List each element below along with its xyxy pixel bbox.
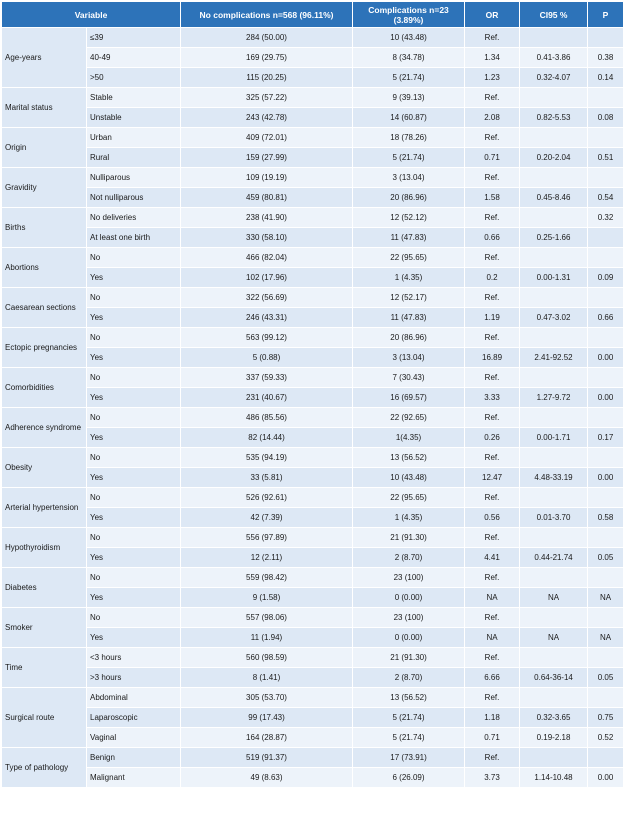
no-complications-cell: 5 (0.88) bbox=[181, 348, 353, 368]
no-complications-cell: 33 (5.81) bbox=[181, 468, 353, 488]
category-cell: Rural bbox=[87, 148, 181, 168]
ci95-cell bbox=[520, 128, 588, 148]
no-complications-cell: 169 (29.75) bbox=[181, 48, 353, 68]
no-complications-cell: 519 (91.37) bbox=[181, 748, 353, 768]
p-value-cell: 0.32 bbox=[588, 208, 624, 228]
complications-cell: 1(4.35) bbox=[353, 428, 465, 448]
category-cell: No bbox=[87, 248, 181, 268]
complications-cell: 5 (21.74) bbox=[353, 728, 465, 748]
complications-cell: 13 (56.52) bbox=[353, 448, 465, 468]
no-complications-cell: 159 (27.99) bbox=[181, 148, 353, 168]
complications-cell: 3 (13.04) bbox=[353, 168, 465, 188]
table-row bbox=[2, 728, 624, 748]
complications-cell: 1 (4.35) bbox=[353, 268, 465, 288]
or-cell: Ref. bbox=[465, 328, 520, 348]
table-row bbox=[2, 188, 624, 208]
ci95-cell bbox=[520, 328, 588, 348]
category-cell: Yes bbox=[87, 508, 181, 528]
or-cell: Ref. bbox=[465, 368, 520, 388]
complications-cell: 8 (34.78) bbox=[353, 48, 465, 68]
complications-cell: 12 (52.12) bbox=[353, 208, 465, 228]
table-row bbox=[2, 528, 624, 548]
table-row bbox=[2, 548, 624, 568]
p-value-cell bbox=[588, 568, 624, 588]
no-complications-cell: 102 (17.96) bbox=[181, 268, 353, 288]
p-value-cell bbox=[588, 28, 624, 48]
p-value-cell bbox=[588, 228, 624, 248]
p-value-cell bbox=[588, 688, 624, 708]
category-cell: Laparoscopic bbox=[87, 708, 181, 728]
table-row bbox=[2, 368, 624, 388]
ci95-cell: 1.14-10.48 bbox=[520, 768, 588, 788]
table-row bbox=[2, 248, 624, 268]
table-row bbox=[2, 408, 624, 428]
or-cell: 6.66 bbox=[465, 668, 520, 688]
p-value-cell bbox=[588, 608, 624, 628]
or-cell: 0.66 bbox=[465, 228, 520, 248]
ci95-cell bbox=[520, 488, 588, 508]
p-value-cell bbox=[588, 748, 624, 768]
table-row bbox=[2, 588, 624, 608]
p-value-cell: 0.54 bbox=[588, 188, 624, 208]
category-cell: Not nulliparous bbox=[87, 188, 181, 208]
complications-cell: 9 (39.13) bbox=[353, 88, 465, 108]
complications-table bbox=[1, 1, 624, 788]
ci95-cell bbox=[520, 168, 588, 188]
no-complications-cell: 560 (98.59) bbox=[181, 648, 353, 668]
or-cell: Ref. bbox=[465, 528, 520, 548]
p-value-cell: 0.51 bbox=[588, 148, 624, 168]
table-row bbox=[2, 228, 624, 248]
no-complications-cell: 82 (14.44) bbox=[181, 428, 353, 448]
header-no-complications: No complications n=568 (96.11%) bbox=[181, 2, 353, 28]
no-complications-cell: 559 (98.42) bbox=[181, 568, 353, 588]
p-value-cell: 0.05 bbox=[588, 548, 624, 568]
category-cell: Malignant bbox=[87, 768, 181, 788]
p-value-cell bbox=[588, 88, 624, 108]
complications-cell: 3 (13.04) bbox=[353, 348, 465, 368]
table-row bbox=[2, 468, 624, 488]
or-cell: 0.71 bbox=[465, 148, 520, 168]
p-value-cell bbox=[588, 528, 624, 548]
table-row bbox=[2, 308, 624, 328]
p-value-cell: 0.38 bbox=[588, 48, 624, 68]
p-value-cell: 0.00 bbox=[588, 468, 624, 488]
complications-cell: 11 (47.83) bbox=[353, 228, 465, 248]
p-value-cell: 0.00 bbox=[588, 388, 624, 408]
table-row bbox=[2, 748, 624, 768]
variable-name: Abortions bbox=[2, 248, 87, 288]
category-cell: Yes bbox=[87, 428, 181, 448]
no-complications-cell: 246 (43.31) bbox=[181, 308, 353, 328]
no-complications-cell: 42 (7.39) bbox=[181, 508, 353, 528]
ci95-cell: 0.82-5.53 bbox=[520, 108, 588, 128]
or-cell: 0.71 bbox=[465, 728, 520, 748]
table-row bbox=[2, 628, 624, 648]
category-cell: At least one birth bbox=[87, 228, 181, 248]
complications-cell: 7 (30.43) bbox=[353, 368, 465, 388]
category-cell: Yes bbox=[87, 588, 181, 608]
or-cell: Ref. bbox=[465, 128, 520, 148]
complications-cell: 20 (86.96) bbox=[353, 328, 465, 348]
category-cell: >3 hours bbox=[87, 668, 181, 688]
complications-cell: 20 (86.96) bbox=[353, 188, 465, 208]
complications-cell: 2 (8.70) bbox=[353, 668, 465, 688]
no-complications-cell: 409 (72.01) bbox=[181, 128, 353, 148]
table-row bbox=[2, 688, 624, 708]
p-value-cell bbox=[588, 288, 624, 308]
complications-cell: 1 (4.35) bbox=[353, 508, 465, 528]
category-cell: Stable bbox=[87, 88, 181, 108]
no-complications-cell: 459 (80.81) bbox=[181, 188, 353, 208]
no-complications-cell: 238 (41.90) bbox=[181, 208, 353, 228]
ci95-cell: 0.44-21.74 bbox=[520, 548, 588, 568]
complications-cell: 2 (8.70) bbox=[353, 548, 465, 568]
complications-cell: 22 (92.65) bbox=[353, 408, 465, 428]
table-row bbox=[2, 568, 624, 588]
or-cell: Ref. bbox=[465, 608, 520, 628]
header-ci95: CI95 % bbox=[520, 2, 588, 28]
or-cell: 2.08 bbox=[465, 108, 520, 128]
or-cell: NA bbox=[465, 628, 520, 648]
category-cell: Yes bbox=[87, 268, 181, 288]
ci95-cell: 0.32-4.07 bbox=[520, 68, 588, 88]
or-cell: Ref. bbox=[465, 448, 520, 468]
variable-name: Marital status bbox=[2, 88, 87, 128]
variable-name: Adherence syndrome bbox=[2, 408, 87, 448]
ci95-cell bbox=[520, 448, 588, 468]
no-complications-cell: 8 (1.41) bbox=[181, 668, 353, 688]
complications-cell: 12 (52.17) bbox=[353, 288, 465, 308]
category-cell: Benign bbox=[87, 748, 181, 768]
p-value-cell: 0.75 bbox=[588, 708, 624, 728]
ci95-cell: 0.00-1.31 bbox=[520, 268, 588, 288]
ci95-cell: 0.64-36-14 bbox=[520, 668, 588, 688]
table-body bbox=[2, 28, 624, 788]
or-cell: Ref. bbox=[465, 208, 520, 228]
ci95-cell: 0.20-2.04 bbox=[520, 148, 588, 168]
category-cell: Abdominal bbox=[87, 688, 181, 708]
category-cell: >50 bbox=[87, 68, 181, 88]
table-row bbox=[2, 68, 624, 88]
complications-cell: 5 (21.74) bbox=[353, 708, 465, 728]
category-cell: No bbox=[87, 528, 181, 548]
p-value-cell bbox=[588, 328, 624, 348]
or-cell: Ref. bbox=[465, 168, 520, 188]
complications-cell: 5 (21.74) bbox=[353, 68, 465, 88]
ci95-cell bbox=[520, 528, 588, 548]
category-cell: No bbox=[87, 488, 181, 508]
p-value-cell: 0.14 bbox=[588, 68, 624, 88]
complications-cell: 10 (43.48) bbox=[353, 28, 465, 48]
table-row bbox=[2, 648, 624, 668]
table-row bbox=[2, 768, 624, 788]
complications-cell: 17 (73.91) bbox=[353, 748, 465, 768]
ci95-cell bbox=[520, 648, 588, 668]
table-row bbox=[2, 288, 624, 308]
ci95-cell bbox=[520, 688, 588, 708]
or-cell: Ref. bbox=[465, 28, 520, 48]
ci95-cell bbox=[520, 608, 588, 628]
complications-cell: 0 (0.00) bbox=[353, 628, 465, 648]
p-value-cell: 0.17 bbox=[588, 428, 624, 448]
complications-cell: 14 (60.87) bbox=[353, 108, 465, 128]
category-cell: Unstable bbox=[87, 108, 181, 128]
category-cell: No bbox=[87, 368, 181, 388]
variable-name: Gravidity bbox=[2, 168, 87, 208]
ci95-cell: 0.32-3.65 bbox=[520, 708, 588, 728]
ci95-cell: 4.48-33.19 bbox=[520, 468, 588, 488]
category-cell: Yes bbox=[87, 468, 181, 488]
or-cell: Ref. bbox=[465, 648, 520, 668]
no-complications-cell: 115 (20.25) bbox=[181, 68, 353, 88]
ci95-cell: 0.19-2.18 bbox=[520, 728, 588, 748]
category-cell: No bbox=[87, 328, 181, 348]
table-row bbox=[2, 428, 624, 448]
table-row bbox=[2, 488, 624, 508]
p-value-cell bbox=[588, 648, 624, 668]
no-complications-cell: 466 (82.04) bbox=[181, 248, 353, 268]
ci95-cell: 0.41-3.86 bbox=[520, 48, 588, 68]
p-value-cell: 0.66 bbox=[588, 308, 624, 328]
header-row bbox=[2, 2, 624, 28]
or-cell: 12.47 bbox=[465, 468, 520, 488]
variable-name: Arterial hypertension bbox=[2, 488, 87, 528]
header-complications: Complications n=23 (3.89%) bbox=[353, 2, 465, 28]
no-complications-cell: 11 (1.94) bbox=[181, 628, 353, 648]
no-complications-cell: 337 (59.33) bbox=[181, 368, 353, 388]
no-complications-cell: 243 (42.78) bbox=[181, 108, 353, 128]
ci95-cell bbox=[520, 408, 588, 428]
variable-name: Comorbidities bbox=[2, 368, 87, 408]
no-complications-cell: 557 (98.06) bbox=[181, 608, 353, 628]
category-cell: No bbox=[87, 408, 181, 428]
table-row bbox=[2, 128, 624, 148]
p-value-cell: 0.58 bbox=[588, 508, 624, 528]
or-cell: Ref. bbox=[465, 248, 520, 268]
complications-cell: 23 (100) bbox=[353, 608, 465, 628]
variable-name: Diabetes bbox=[2, 568, 87, 608]
category-cell: Urban bbox=[87, 128, 181, 148]
p-value-cell: 0.05 bbox=[588, 668, 624, 688]
p-value-cell: NA bbox=[588, 628, 624, 648]
p-value-cell: 0.52 bbox=[588, 728, 624, 748]
or-cell: 1.18 bbox=[465, 708, 520, 728]
or-cell: Ref. bbox=[465, 288, 520, 308]
table-row bbox=[2, 268, 624, 288]
category-cell: No bbox=[87, 568, 181, 588]
table-row bbox=[2, 328, 624, 348]
table-row bbox=[2, 388, 624, 408]
table-row bbox=[2, 668, 624, 688]
table-row bbox=[2, 88, 624, 108]
p-value-cell bbox=[588, 368, 624, 388]
table-row bbox=[2, 148, 624, 168]
no-complications-cell: 322 (56.69) bbox=[181, 288, 353, 308]
category-cell: Yes bbox=[87, 388, 181, 408]
ci95-cell: 2.41-92.52 bbox=[520, 348, 588, 368]
or-cell: 1.58 bbox=[465, 188, 520, 208]
ci95-cell bbox=[520, 288, 588, 308]
variable-name: Ectopic pregnancies bbox=[2, 328, 87, 368]
or-cell: 3.33 bbox=[465, 388, 520, 408]
table-row bbox=[2, 168, 624, 188]
ci95-cell: 0.25-1.66 bbox=[520, 228, 588, 248]
table-row bbox=[2, 708, 624, 728]
no-complications-cell: 330 (58.10) bbox=[181, 228, 353, 248]
complications-cell: 13 (56.52) bbox=[353, 688, 465, 708]
variable-name: Smoker bbox=[2, 608, 87, 648]
no-complications-cell: 109 (19.19) bbox=[181, 168, 353, 188]
category-cell: Yes bbox=[87, 308, 181, 328]
ci95-cell bbox=[520, 248, 588, 268]
complications-cell: 0 (0.00) bbox=[353, 588, 465, 608]
p-value-cell bbox=[588, 448, 624, 468]
ci95-cell bbox=[520, 368, 588, 388]
or-cell: 3.73 bbox=[465, 768, 520, 788]
ci95-cell: 0.01-3.70 bbox=[520, 508, 588, 528]
ci95-cell bbox=[520, 748, 588, 768]
category-cell: No bbox=[87, 448, 181, 468]
ci95-cell: 0.45-8.46 bbox=[520, 188, 588, 208]
category-cell: No deliveries bbox=[87, 208, 181, 228]
no-complications-cell: 535 (94.19) bbox=[181, 448, 353, 468]
complications-cell: 22 (95.65) bbox=[353, 248, 465, 268]
category-cell: ≤39 bbox=[87, 28, 181, 48]
p-value-cell bbox=[588, 128, 624, 148]
p-value-cell bbox=[588, 168, 624, 188]
no-complications-cell: 284 (50.00) bbox=[181, 28, 353, 48]
no-complications-cell: 325 (57.22) bbox=[181, 88, 353, 108]
ci95-cell bbox=[520, 88, 588, 108]
ci95-cell: NA bbox=[520, 588, 588, 608]
variable-name: Type of pathology bbox=[2, 748, 87, 788]
p-value-cell bbox=[588, 488, 624, 508]
or-cell: Ref. bbox=[465, 688, 520, 708]
complications-cell: 6 (26.09) bbox=[353, 768, 465, 788]
p-value-cell bbox=[588, 248, 624, 268]
complications-cell: 5 (21.74) bbox=[353, 148, 465, 168]
no-complications-cell: 49 (8.63) bbox=[181, 768, 353, 788]
table-row bbox=[2, 48, 624, 68]
table-row bbox=[2, 28, 624, 48]
or-cell: Ref. bbox=[465, 408, 520, 428]
no-complications-cell: 556 (97.89) bbox=[181, 528, 353, 548]
category-cell: Yes bbox=[87, 348, 181, 368]
variable-name: Hypothyroidism bbox=[2, 528, 87, 568]
variable-name: Caesarean sections bbox=[2, 288, 87, 328]
variable-name: Time bbox=[2, 648, 87, 688]
variable-name: Surgical route bbox=[2, 688, 87, 748]
p-value-cell: 0.00 bbox=[588, 768, 624, 788]
variable-name: Origin bbox=[2, 128, 87, 168]
p-value-cell: 0.09 bbox=[588, 268, 624, 288]
variable-name: Age-years bbox=[2, 28, 87, 88]
variable-name: Obesity bbox=[2, 448, 87, 488]
ci95-cell: 0.00-1.71 bbox=[520, 428, 588, 448]
no-complications-cell: 526 (92.61) bbox=[181, 488, 353, 508]
no-complications-cell: 9 (1.58) bbox=[181, 588, 353, 608]
table-row bbox=[2, 448, 624, 468]
category-cell: Yes bbox=[87, 548, 181, 568]
no-complications-cell: 12 (2.11) bbox=[181, 548, 353, 568]
complications-cell: 11 (47.83) bbox=[353, 308, 465, 328]
ci95-cell: NA bbox=[520, 628, 588, 648]
complications-cell: 16 (69.57) bbox=[353, 388, 465, 408]
p-value-cell bbox=[588, 408, 624, 428]
or-cell: 0.26 bbox=[465, 428, 520, 448]
complications-cell: 18 (78.26) bbox=[353, 128, 465, 148]
table-row bbox=[2, 208, 624, 228]
category-cell: <3 hours bbox=[87, 648, 181, 668]
variable-name: Births bbox=[2, 208, 87, 248]
table-row bbox=[2, 608, 624, 628]
or-cell: 0.2 bbox=[465, 268, 520, 288]
or-cell: 1.34 bbox=[465, 48, 520, 68]
ci95-cell bbox=[520, 28, 588, 48]
no-complications-cell: 164 (28.87) bbox=[181, 728, 353, 748]
table-row bbox=[2, 348, 624, 368]
no-complications-cell: 99 (17.43) bbox=[181, 708, 353, 728]
category-cell: No bbox=[87, 288, 181, 308]
or-cell: Ref. bbox=[465, 568, 520, 588]
or-cell: 0.56 bbox=[465, 508, 520, 528]
p-value-cell: 0.08 bbox=[588, 108, 624, 128]
p-value-cell: 0.00 bbox=[588, 348, 624, 368]
table-row bbox=[2, 108, 624, 128]
no-complications-cell: 305 (53.70) bbox=[181, 688, 353, 708]
category-cell: No bbox=[87, 608, 181, 628]
ci95-cell: 1.27-9.72 bbox=[520, 388, 588, 408]
category-cell: Vaginal bbox=[87, 728, 181, 748]
no-complications-cell: 563 (99.12) bbox=[181, 328, 353, 348]
or-cell: 4.41 bbox=[465, 548, 520, 568]
complications-cell: 21 (91.30) bbox=[353, 648, 465, 668]
or-cell: 16.89 bbox=[465, 348, 520, 368]
or-cell: Ref. bbox=[465, 748, 520, 768]
or-cell: 1.19 bbox=[465, 308, 520, 328]
ci95-cell bbox=[520, 208, 588, 228]
header-or: OR bbox=[465, 2, 520, 28]
or-cell: NA bbox=[465, 588, 520, 608]
category-cell: 40-49 bbox=[87, 48, 181, 68]
or-cell: Ref. bbox=[465, 88, 520, 108]
ci95-cell: 0.47-3.02 bbox=[520, 308, 588, 328]
complications-cell: 21 (91.30) bbox=[353, 528, 465, 548]
complications-cell: 10 (43.48) bbox=[353, 468, 465, 488]
table-row bbox=[2, 508, 624, 528]
p-value-cell: NA bbox=[588, 588, 624, 608]
ci95-cell bbox=[520, 568, 588, 588]
no-complications-cell: 231 (40.67) bbox=[181, 388, 353, 408]
category-cell: Nulliparous bbox=[87, 168, 181, 188]
category-cell: Yes bbox=[87, 628, 181, 648]
header-p: P bbox=[588, 2, 624, 28]
or-cell: 1.23 bbox=[465, 68, 520, 88]
header-variable: Variable bbox=[2, 2, 181, 28]
complications-cell: 22 (95.65) bbox=[353, 488, 465, 508]
or-cell: Ref. bbox=[465, 488, 520, 508]
no-complications-cell: 486 (85.56) bbox=[181, 408, 353, 428]
complications-cell: 23 (100) bbox=[353, 568, 465, 588]
